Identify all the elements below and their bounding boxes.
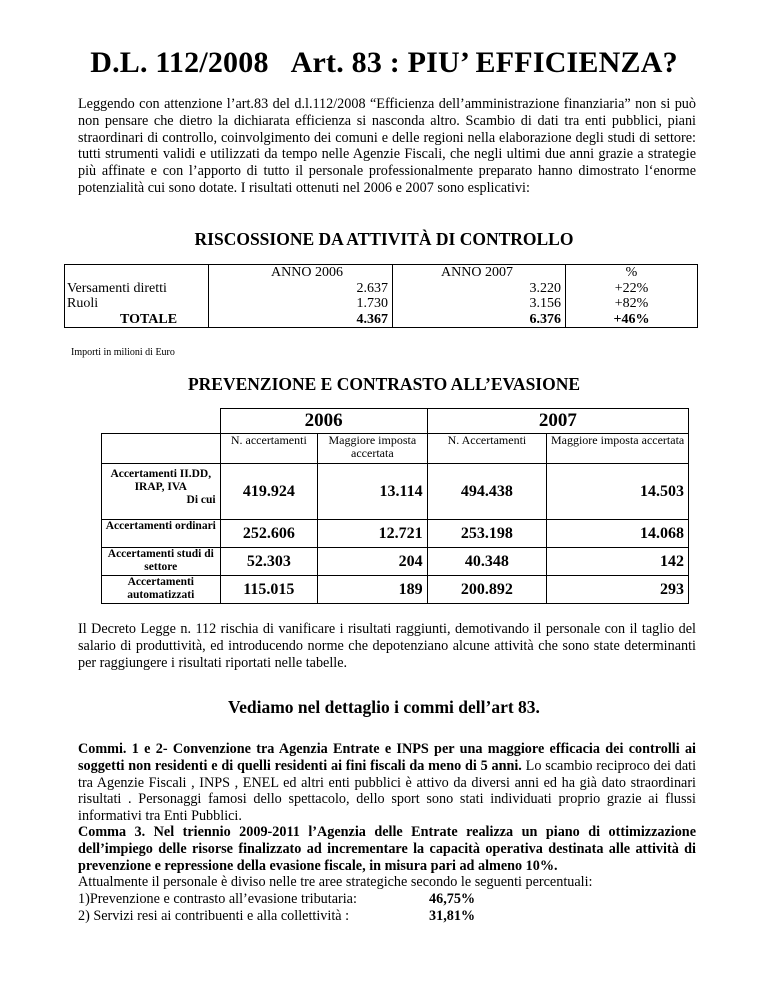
cell-rolls-pct: +82%	[566, 296, 698, 312]
table-row	[102, 409, 689, 434]
decree-paragraph: Il Decreto Legge n. 112 rischia di vanificare i risultati raggiunti, demotivando il personale con il taglio del salario di produttività, ed introducendo norme che depotenziano alcune attività che sono state determinanti per raggiungere i risultati riportati nelle tabelle.	[78, 621, 696, 671]
area-1-label: 1)Prevenzione e contrasto all’evasione tributaria:	[78, 891, 357, 907]
cell-ordinary-tax-2006: 12.721	[318, 520, 428, 548]
section3-heading: Vediamo nel dettaglio i commi dell’art 83.	[228, 697, 540, 717]
comma-3	[78, 824, 696, 891]
cell-automated-count-2007: 200.892	[427, 576, 547, 604]
table-row	[65, 265, 698, 297]
section1-heading: RISCOSSIONE DA ATTIVITÀ DI CONTROLLO	[194, 229, 574, 249]
row-label-ordinary: Accertamenti ordinari	[102, 520, 221, 548]
assessments-table	[101, 408, 689, 604]
area-2-value: 31,81%	[429, 908, 476, 924]
list-item	[78, 891, 357, 908]
cell-direct-pct: +22%	[614, 280, 649, 296]
cell-main-tax-2006: 13.114	[318, 464, 428, 520]
cell-sector-count-2006: 52.303	[220, 548, 317, 576]
comma-1-2	[78, 741, 696, 825]
cell-ordinary-count-2006: 252.606	[220, 520, 317, 548]
table-row	[102, 576, 689, 604]
header-2006: 2006	[220, 409, 427, 434]
row-label-automated: Accertamenti automatizzati	[102, 576, 221, 604]
page-title	[0, 46, 768, 80]
intro-paragraph: Leggendo con attenzione l’art.83 del d.l.112/2008 “Efficienza dell’amministrazione finanziaria” non si può non pensare che dietro la dichiarata efficienza si nasconda altro. Scambio di dati tra enti pubblici, piani straordinari di controllo, coinvolgimento dei comuni e delle regioni nella elaborazione degli studi di settore: tutti strumenti validi e utilizzati da tempo nelle Agenzie Fiscali, che negli ultimi due anni grazie a strategie più affinate e con l’apporto di tutto il personale professionalmente preparato hanno dimostrato l‘enorme potenzialità cui sono dotate. I risultati ottenuti nel 2006 e 2007 sono esplicativi:	[78, 96, 696, 196]
cell-total-2007: 6.376	[393, 312, 566, 328]
cell-sector-tax-2007: 142	[547, 548, 689, 576]
cell-main-count-2007: 494.438	[427, 464, 547, 520]
list-item	[78, 908, 349, 925]
comma-1-2-title: Commi. 1 e 2- Convenzione tra Agenzia Entrate e INPS per una maggiore efficacia dei controlli ai soggetti non residenti e di quelli residenti ai fini fiscali da meno di 5 anni.	[78, 741, 696, 774]
row-label-main: Accertamenti II.DD, IRAP, IVA	[110, 468, 212, 493]
cell-direct-2007: 3.220	[529, 280, 561, 296]
cell-direct-2006: 2.637	[356, 280, 388, 296]
comma-3-text: Attualmente il personale è diviso nelle tre aree strategiche secondo le seguenti percentuali:	[78, 874, 593, 891]
cell-main-count-2006: 419.924	[220, 464, 317, 520]
table-row	[102, 548, 689, 576]
table-row	[65, 296, 698, 312]
row-label-direct-payments: Versamenti diretti	[67, 280, 167, 296]
cell-automated-tax-2006: 189	[318, 576, 428, 604]
area-2-label: 2) Servizi resi ai contribuenti e alla collettività :	[78, 908, 350, 924]
subheader-tax-2006: Maggiore imposta accertata	[318, 434, 428, 464]
cell-ordinary-tax-2007: 14.068	[547, 520, 689, 548]
header-percent: %	[625, 265, 638, 280]
header-2007: 2007	[427, 409, 688, 434]
cell-ordinary-count-2007: 253.198	[427, 520, 547, 548]
cell-total-2006: 4.367	[209, 312, 393, 328]
header-year-2007: ANNO 2007	[441, 265, 513, 280]
section2-heading: PREVENZIONE E CONTRASTO ALL’EVASIONE	[187, 374, 581, 394]
cell-rolls-2007: 3.156	[393, 296, 566, 312]
comma-1-2-text: Lo scambio reciproco dei dati tra Agenzie Fiscali , INPS , ENEL ed altri enti pubblici è attivo da diversi anni ed ha già dato straordinari risultati . Personaggi famosi dello spettacolo, dello sport sono stati individuati proprio grazie ai flussi informativi tra Enti Pubblici.	[78, 757, 697, 825]
cell-sector-tax-2006: 204	[318, 548, 428, 576]
cell-rolls-2006: 1.730	[209, 296, 393, 312]
table-row	[102, 464, 689, 520]
table-row	[102, 520, 689, 548]
title-decree: D.L. 112/2008	[90, 46, 269, 79]
table-row	[65, 312, 698, 328]
row-label-of-which: Di cui	[186, 493, 216, 506]
row-label-rolls: Ruoli	[65, 296, 209, 312]
amounts-note: Importi in milioni di Euro	[71, 347, 175, 358]
title-article: Art. 83 : PIU’ EFFICIENZA?	[290, 46, 678, 79]
table-row	[102, 434, 689, 464]
subheader-count-2006: N. accertamenti	[220, 434, 317, 464]
row-label-sector-studies: Accertamenti studi di settore	[102, 548, 221, 576]
cell-sector-count-2007: 40.348	[427, 548, 547, 576]
area-1-value: 46,75%	[429, 891, 476, 907]
subheader-tax-2007: Maggiore imposta accertata	[547, 434, 689, 464]
row-label-total: TOTALE	[65, 312, 209, 328]
subheader-count-2007: N. Accertamenti	[427, 434, 547, 464]
header-year-2006: ANNO 2006	[271, 265, 343, 280]
cell-automated-tax-2007: 293	[547, 576, 689, 604]
cell-automated-count-2006: 115.015	[220, 576, 317, 604]
comma-3-title: Comma 3. Nel triennio 2009-2011 l’Agenzia delle Entrate realizza un piano di ottimizzazione dell’impiego delle risorse finalizzato ad incrementare la capacità operativa destinata alle attività di prevenzione e repressione della evasione fiscale, in misura pari ad almeno 10%.	[78, 824, 696, 874]
collections-table	[64, 264, 698, 328]
cell-main-tax-2007: 14.503	[547, 464, 689, 520]
cell-total-pct: +46%	[566, 312, 698, 328]
